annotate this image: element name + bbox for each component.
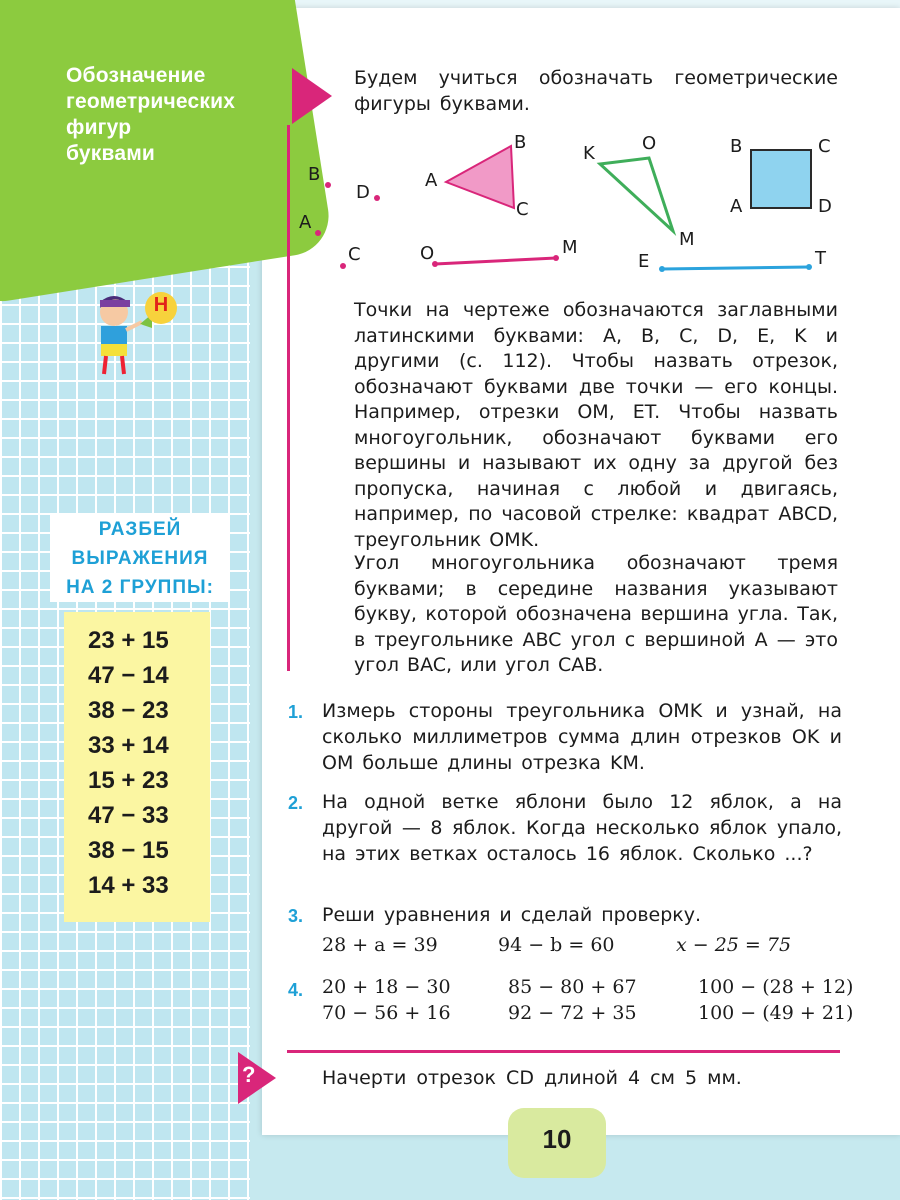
label-square-d: D [818, 196, 832, 217]
label-line: НА 2 ГРУППЫ: [66, 577, 214, 598]
title-line: Обозначение [66, 64, 206, 87]
separator-line [287, 1050, 840, 1053]
task-number: 2. [288, 793, 304, 813]
page-number: 10 [542, 1124, 572, 1154]
label-triangle-b: B [514, 132, 527, 153]
sidebar-expression: 33 + 14 [88, 732, 169, 759]
label-point-d: D [356, 182, 370, 203]
label-line: РАЗБЕЙ [98, 519, 182, 540]
task-number: 3. [288, 906, 304, 926]
expression: 100 − (49 + 21) [698, 1002, 854, 1024]
segment-om [435, 258, 556, 264]
title-line: фигур [66, 116, 132, 139]
expression: 92 − 72 + 35 [508, 1002, 637, 1024]
label-square-c: C [818, 136, 831, 157]
intro-text: Будем учиться обозначать геометрические фигуры буквами. [354, 67, 838, 115]
sidebar-expression: 38 − 15 [88, 837, 169, 864]
label-point-a: A [299, 212, 312, 233]
task-text: Реши уравнения и сделай проверку. [322, 904, 702, 926]
label-square-b: B [730, 136, 743, 157]
sidebar-expression: 47 − 33 [88, 802, 169, 829]
sidebar-expression: 15 + 23 [88, 767, 169, 794]
triangle-omk [600, 158, 673, 231]
sidebar-task-label [50, 515, 230, 602]
label-line: ВЫРАЖЕНИЯ [71, 548, 209, 569]
label-t: T [815, 248, 826, 269]
task-number: 1. [288, 702, 304, 722]
section-marker-icon [292, 68, 332, 124]
label-point-c: C [348, 244, 361, 265]
equation: 94 − b = 60 [498, 934, 615, 956]
badge-letter: Н [153, 294, 169, 316]
label-k: K [583, 143, 595, 164]
task-text: На одной ветке яблони было 12 яблок, а на другой — 8 яблок. Когда несколько яблок упало, на этих ветках осталось 16 яблок. Сколько ...? [322, 791, 842, 865]
question-mark-icon: ? [242, 1062, 256, 1087]
sidebar-expression: 14 + 33 [88, 872, 169, 899]
square-abcd [751, 150, 811, 208]
task-text: Измерь стороны треугольника OMK и узнай, на сколько миллиметров сумма длин отрезков OK и OM больше длины отрезка KM. [322, 700, 842, 774]
point-d [374, 195, 380, 201]
point-b [325, 182, 331, 188]
sidebar-expression: 38 − 23 [88, 697, 169, 724]
angle-paragraph: Угол многоугольника обозначают тремя буквами; в середине названия указывают букву, которой обозначена вершина угла. Так, в треугольнике ABC угол с вершиной A — это угол BAC, или угол CAB. [354, 552, 838, 676]
label-square-a: A [730, 196, 743, 217]
triangle-abc [446, 146, 514, 208]
question-text: Начерти отрезок CD длиной 4 см 5 мм. [322, 1067, 742, 1089]
expression: 85 − 80 + 67 [508, 976, 637, 998]
title-line: геометрических [66, 90, 236, 113]
task-number: 4. [288, 980, 304, 1000]
equation: 28 + a = 39 [322, 934, 438, 956]
point-c [340, 263, 346, 269]
label-triangle-c: C [516, 199, 529, 220]
label-o: O [642, 133, 657, 154]
label-segment-o: O [420, 243, 435, 264]
label-triangle-a: A [425, 170, 438, 191]
sidebar-expression: 47 − 14 [88, 662, 169, 689]
sidebar-expression: 23 + 15 [88, 627, 169, 654]
label-m: M [679, 229, 695, 250]
segment-et [662, 267, 809, 269]
title-line: буквами [66, 142, 156, 165]
page-title [66, 63, 266, 167]
expression: 70 − 56 + 16 [322, 1002, 451, 1024]
expression: 20 + 18 − 30 [322, 976, 451, 998]
expression: 100 − (28 + 12) [698, 976, 854, 998]
label-point-b: B [308, 164, 321, 185]
label-e: E [638, 251, 650, 272]
main-paragraph: Точки на чертеже обозначаются заглавными латинскими буквами: A, B, C, D, E, K и другими (с. 112). Чтобы назвать отрезок, обозначают буквами две точки — его концы. Например, отрезки OM, ET. Чтобы назвать многоугольник, обозначают буквами его вершины и называют их одну за другой без пропуска, начиная с любой и двигаясь, например, по часовой стрелке: квадрат ABCD, треугольник OMK. [354, 299, 838, 551]
label-segment-m: M [562, 237, 578, 258]
point-a [315, 230, 321, 236]
equation: x − 25 = 75 [676, 934, 792, 956]
